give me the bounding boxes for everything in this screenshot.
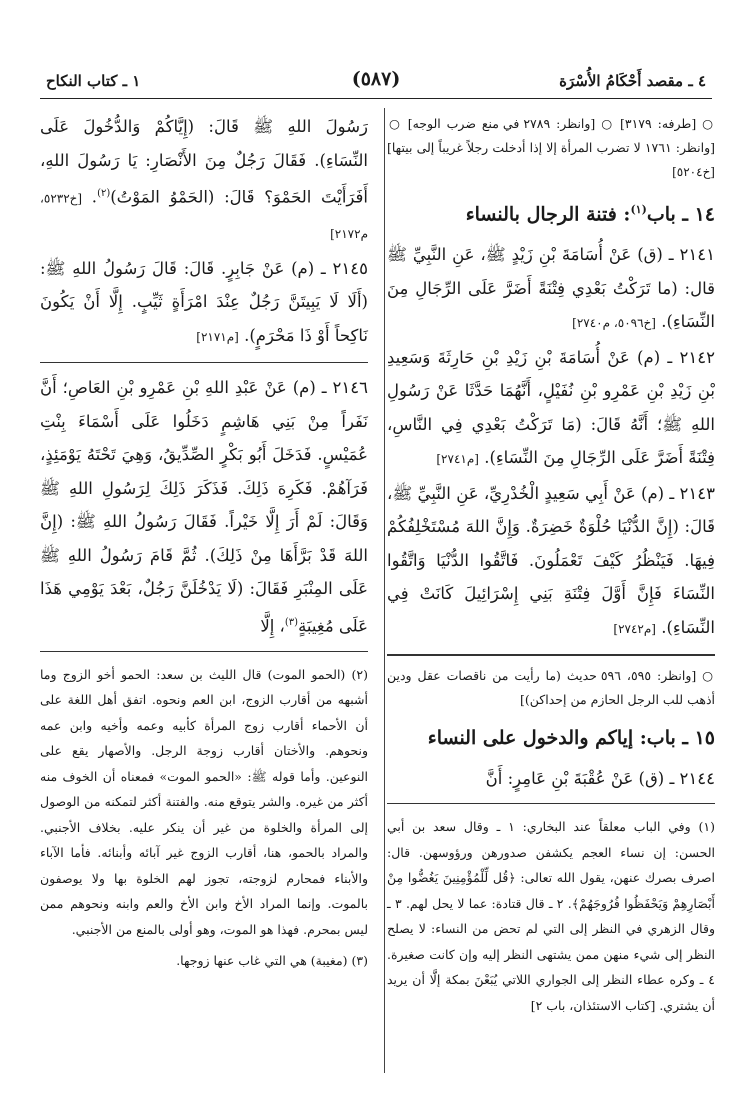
- hadith-2145: [40, 252, 368, 355]
- running-header: [40, 58, 712, 99]
- hadith-2141: [387, 238, 715, 341]
- section-divider: [387, 654, 715, 655]
- footnote-divider: [40, 651, 368, 652]
- hadith-2141-text: ٢١٤١ ـ (ق) عَنْ أُسَامَةَ بْنِ زَيْدٍ ﷺ، عَنِ النَّبِيِّ ﷺ قال: (ما تَرَكْتُ بَعْدِي فِتْنَةً أَضَرَّ عَلَى الرِّجَالِ مِنَ النِّسَاءِ).: [387, 245, 715, 332]
- intro-cross-reference: [387, 112, 715, 184]
- right-column: [387, 110, 715, 1018]
- chapter-14-heading: [387, 192, 715, 232]
- chapter-14-footnote-marker: (١): [630, 203, 647, 216]
- footnote-2: (٢) (الحمو الموت) قال الليث بن سعد: الحمو أخو الزوج وما أشبهه من أقارب الزوج، ابن العم ونحوه. اتفق أهل اللغة على أن الأحماء أقارب زوج المرأة كأبيه وعمه وأخيه وابن عمه ونحوهم. والأختان أقارب زوجة الرجل. والأصهار يقع على النوعين. وأما قوله ﷺ: «الحمو الموت» فمعناه أن الخوف منه أكثر من غيره. والشر يتوقع منه. والفتنة أكثر لتمكنه من الوصول إلى المرأة والخلوة من غير أن ينكر عليه. بخلاف الأجنبي. والمراد بالحمو، هنا، أقارب الزوج غير آبائه وأبنائه. فأما الآباء والأبناء فمحارم لزوجته، تجوز لهم الخلوة بها ولا يوصفون بالموت. وإنما المراد الأخ وابن الأخ والعم وابنه ونحوهم ممن ليس بمحرم. فهذا هو الموت، وهو أولى بالمنع من الأجنبي.: [40, 666, 368, 937]
- hadith-2142-text: ٢١٤٢ ـ (م) عَنْ أُسَامَةَ بْنِ زَيْدِ بْنِ حَارِثَةَ وَسَعِيدِ بْنِ زَيْدِ بْنِ عَمْرِو بْنِ نُفَيْلٍ، أَنَّهُمَا حَدَّثَا عَنْ رَسُولِ اللهِ ﷺ؛ أَنَّهُ قَالَ: (مَا تَرَكْتُ بَعْدِي فِي النَّاسِ، فِتْنَةً أَضَرَّ عَلَى الرِّجَالِ مِنَ النِّسَاءِ).: [387, 347, 715, 468]
- header-book-title: ١ ـ كتاب النكاح: [46, 72, 141, 90]
- footnote-2-marker: (٢): [97, 188, 111, 199]
- hadith-2146-end: ، إِلَّا: [260, 616, 285, 636]
- section-divider: [40, 362, 368, 363]
- intro-note-text: ○ [طرفه: ٣١٧٩] ○ [وانظر: ٢٧٨٩ في منع ضرب الوجه] ○ [وانظر: ١٧٦١ لا تضرب المرأة إلا إذا أدخلت رجلاً غريباً إلى بيتها]: [387, 116, 716, 155]
- hadith-2145-ref: [م٢١٧١]: [196, 329, 239, 344]
- footnote-1: [387, 814, 715, 1018]
- footnote-3-marker: (٣): [284, 616, 299, 628]
- left-column: [40, 110, 368, 974]
- hadith-2142: [387, 341, 715, 477]
- chapter-14-title-rest: : فتنة الرجال بالنساء: [465, 203, 631, 226]
- footnote-1-text: (١) وفي الباب معلقاً عند البخاري: ١ ـ وقال سعد بن أبي الحسن: إن نساء العجم يكشفن صدورهن ورؤوسهن. قال: اصرف بصرك عنهن، يقول الله تعالى: ﴿قُل لِّلْمُؤْمِنِينَ يَغُضُّوا مِنْ أَبْصَارِهِمْ وَيَحْفَظُوا فُرُوجَهُمْ﴾. ٢ ـ قال قتادة: عما لا يحل لهم. ٣ ـ وقال الزهري في النظر إلى التي لم تحض من النساء: لا يصلح النظر إلى شيء منهن ممن يشتهى النظر إليه وإن كانت صغيرة. ٤ ـ وكره عطاء النظر إلى الجواري اللاتي يُبَعْنَ بمكة إلَّا أن يريد أن يشتري.: [387, 819, 715, 1013]
- hadith-2143: [387, 477, 715, 647]
- footnote-1-ref: [كتاب الاستئذان، باب ٢]: [530, 997, 656, 1013]
- hadith-2143-text: ٢١٤٣ ـ (م) عَنْ أَبِي سَعِيدٍ الْخُدْرِيِّ، عَنِ النَّبِيِّ ﷺ، قَالَ: (إِنَّ الدُّنْيَا حُلْوَةٌ خَضِرَةٌ. وَإِنَّ اللهَ مُسْتَخْلِفُكُمْ فِيهَا. فَيَنْظُرُ كَيْفَ تَعْمَلُونَ. فَاتَّقُوا الدُّنْيَا وَاتَّقُوا النِّسَاءَ فَإِنَّ أَوَّلَ فِتْنَةِ بَنِي إِسْرَائِيلَ كَانَتْ فِي النِّسَاءِ).: [387, 483, 715, 637]
- footnote-3: (٣) (مغيبة) هي التي غاب عنها زوجها.: [176, 953, 368, 969]
- header-section-title: ٤ ـ مقصد أَحْكَامُ الأُسْرَة: [559, 72, 706, 90]
- page-number: (٥٨٧): [351, 68, 401, 90]
- intro-note-ref: [خ٥٢٠٤]: [672, 165, 715, 179]
- hadith-2144-continued: رَسُولَ اللهِ ﷺ قَالَ: (إِيَّاكُمْ وَالدُّخُولَ عَلَى النِّسَاءِ). فَقَالَ رَجُلٌ مِنَ الأَنْصَارِ: يَا رَسُولَ اللهِ، أَفَرَأَيْتَ الحَمْوَ؟ قَالَ: (الحَمْوُ المَوْتُ)$^{(٢)}$. [خ٥٢٣٢، م٢١٧٢]: [40, 117, 368, 241]
- hadith-2143-ref: [م٢٧٤٢]: [613, 621, 656, 636]
- hadith-2144-text: رَسُولَ اللهِ ﷺ قَالَ: (إِيَّاكُمْ وَالدُّخُولَ عَلَى النِّسَاءِ). فَقَالَ رَجُلٌ مِنَ الأَنْصَارِ: يَا رَسُولَ اللهِ، أَفَرَأَيْتَ الحَمْوَ؟ قَالَ: (الحَمْوُ المَوْتُ): [40, 117, 368, 207]
- hadith-2144-start: ٢١٤٤ ـ (ق) عَنْ عُقْبَةَ بْنِ عَامِرٍ: أَنَّ: [485, 768, 715, 788]
- hadith-2145-text: ٢١٤٥ ـ (م) عَنْ جَابِرٍ. قَالَ: قَالَ رَسُولُ اللهِ ﷺ: (أَلَا لَا يَبِيتَنَّ رَجُلٌ عِنْدَ امْرَأَةٍ ثَيِّبٍ. إِلَّا أَنْ يَكُونَ نَاكِحاً أَوْ ذَا مَحْرَمٍ).: [40, 258, 368, 345]
- footnote-divider: [387, 803, 715, 804]
- hadith-2142-ref: [م٢٧٤١]: [436, 452, 479, 467]
- hadith-2146-text: ٢١٤٦ ـ (م) عَنْ عَبْدِ اللهِ بْنِ عَمْرِو بْنِ العَاصِ؛ أَنَّ نَفَراً مِنْ بَنِي هَاشِمٍ دَخَلُوا عَلَى أَسْمَاءَ بِنْتِ عُمَيْسٍ. فَدَخَلَ أَبُو بَكْرٍ الصِّدِّيقُ، وَهِيَ تَحْتَهُ يَوْمَئِذٍ، فَرَآهُمْ. فَكَرِهَ ذَلِكَ. فَذَكَرَ ذَلِكَ لِرَسُولِ اللهِ ﷺ وَقَالَ: لَمْ أَرَ إِلَّا خَيْراً. فَقَالَ رَسُولُ اللهِ ﷺ: (إِنَّ اللهَ قَدْ بَرَّأَهَا مِنْ ذَلِكَ). ثُمَّ قَامَ رَسُولُ اللهِ ﷺ عَلَى المِنْبَرِ فَقَالَ: (لَا يَدْخُلَنَّ رَجُلٌ، بَعْدَ يَوْمِي هَذَا عَلَى مُغِيبَةٍ: [40, 378, 368, 636]
- chapter-15-heading: ١٥ ـ باب: إياكم والدخول على النساء: [427, 726, 715, 749]
- cross-reference-note: ○ [وانظر: ٥٩٥، ٥٩٦ حديث (ما رأيت من ناقصات عقل ودين أذهب للب الرجل الحازم من إحداكن)]: [387, 667, 715, 707]
- hadith-2141-ref: [خ٥٠٩٦، م٢٧٤٠]: [572, 316, 656, 331]
- hadith-2144-ref: [خ٥٢٣٢، م٢١٧٢]: [40, 191, 368, 241]
- chapter-14-title: ١٤ ـ باب: [646, 203, 715, 226]
- column-divider: [384, 108, 385, 1073]
- hadith-2146: [40, 371, 368, 643]
